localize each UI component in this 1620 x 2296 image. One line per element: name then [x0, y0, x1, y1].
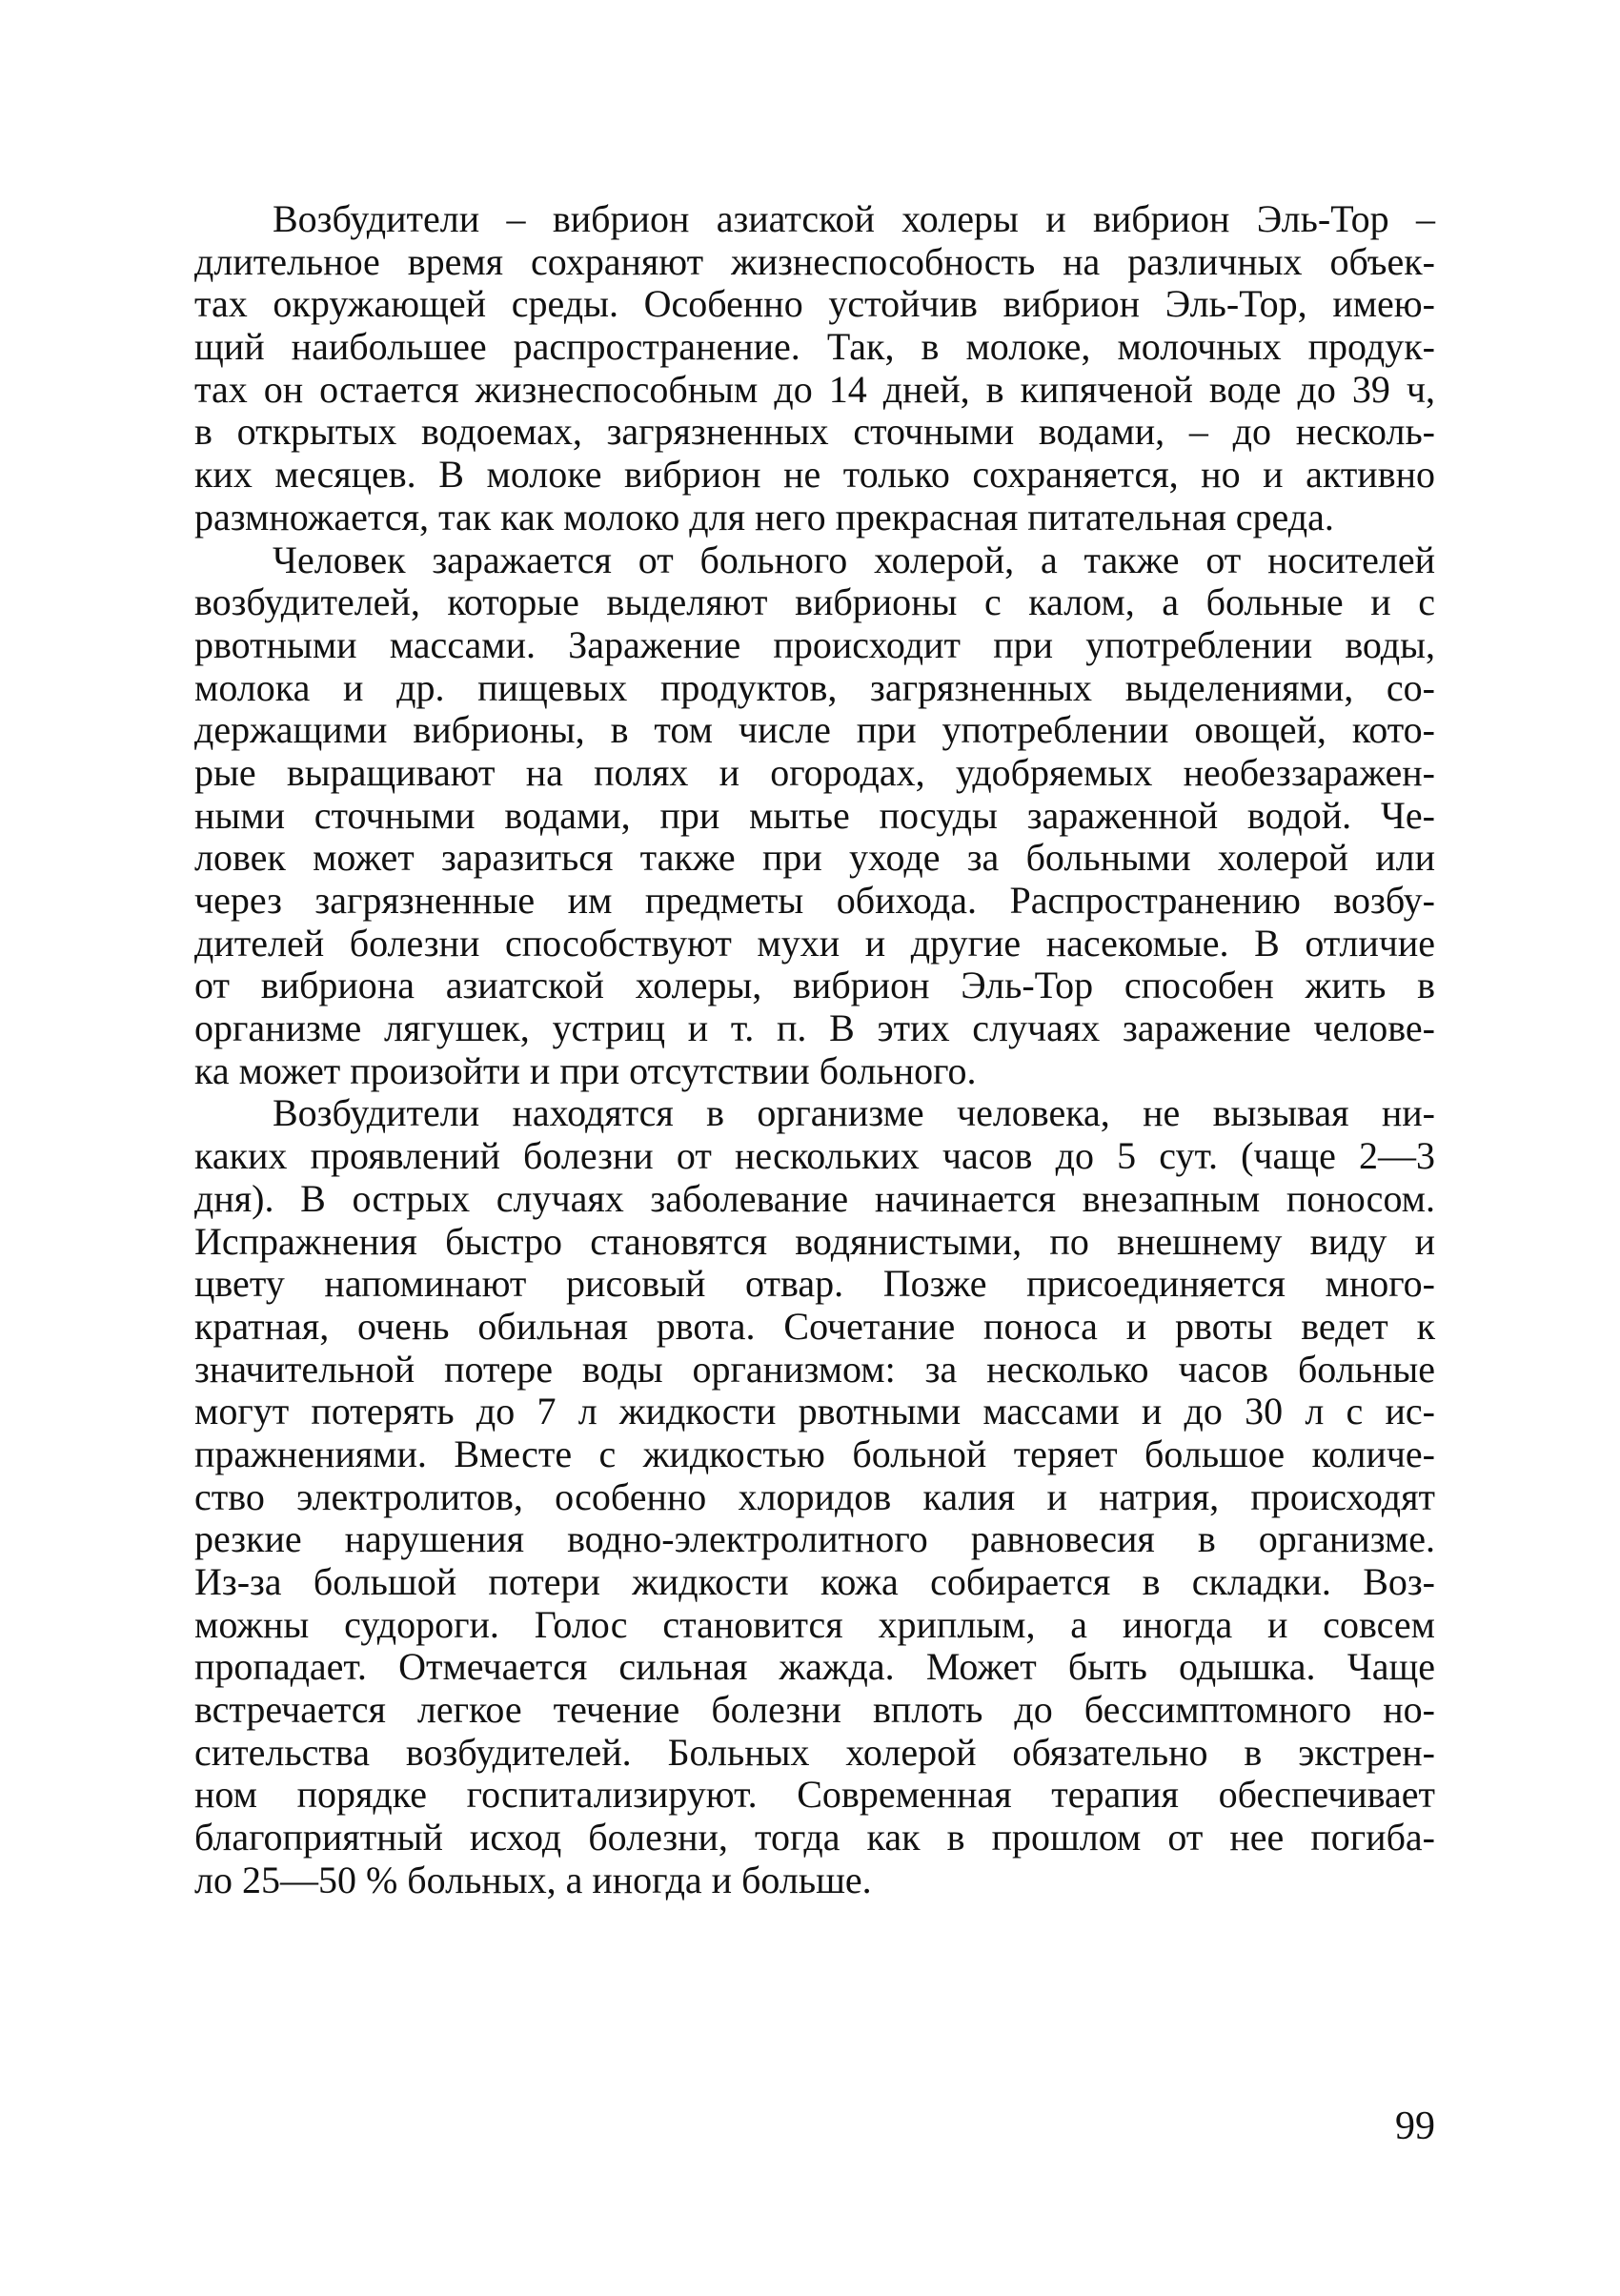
paragraph-symptoms	[194, 1092, 1435, 1901]
text-line: щий наибольшее распространение. Так, в молоке, молочных продук-	[194, 325, 1435, 369]
text-line: ном порядке госпитализируют. Современная терапия обеспечивает	[194, 1773, 1435, 1817]
text-line: через загрязненные им предметы обихода. Распространению возбу-	[194, 879, 1435, 922]
text-line: пражнениями. Вместе с жидкостью больной теряет большое количе-	[194, 1432, 1435, 1475]
text-line: благоприятный исход болезни, тогда как в прошлом от нее погиба-	[194, 1816, 1435, 1859]
text-line: Человек заражается от больного холерой, а также от носителей	[273, 538, 1435, 581]
paragraph-vibrio-survival	[194, 198, 1435, 539]
text-line: Испражнения быстро становятся водянистыми, по внешнему виду и	[194, 1219, 1435, 1263]
text-line: ких месяцев. В молоке вибрион не только сохраняется, но и активно	[194, 453, 1435, 497]
text-line: Из-за большой потери жидкости кожа собирается в складки. Воз-	[194, 1560, 1435, 1603]
text-line: держащими вибрионы, в том числе при употреблении овощей, кото-	[194, 708, 1435, 752]
text-line: Возбудители находятся в организме человека, не вызывая ни-	[273, 1091, 1435, 1135]
text-line: от вибриона азиатской холеры, вибрион Эль-Тор способен жить в	[194, 964, 1435, 1007]
body-text	[194, 198, 1435, 1902]
text-line: Возбудители – вибрион азиатской холеры и вибрион Эль-Тор –	[273, 197, 1435, 240]
text-line: кратная, очень обильная рвота. Сочетание поноса и рвоты ведет к	[194, 1304, 1435, 1348]
text-line: в открытых водоемах, загрязненных сточными водами, – до несколь-	[194, 410, 1435, 454]
text-line: значительной потере воды организмом: за несколько часов больные	[194, 1347, 1435, 1391]
text-line: ка может произойти и при отсутствии больного.	[194, 1048, 977, 1092]
text-line: рые выращивают на полях и огородах, удобряемых необеззаражен-	[194, 750, 1435, 794]
text-line: могут потерять до 7 л жидкости рвотными массами и до 30 л с ис-	[194, 1390, 1435, 1433]
text-line: сительства возбудителей. Больных холерой обязательно в экстрен-	[194, 1730, 1435, 1774]
paragraph-transmission	[194, 539, 1435, 1093]
text-line: размножается, так как молоко для него прекрасная питательная среда.	[194, 495, 1334, 538]
text-line: тах окружающей среды. Особенно устойчив вибрион Эль-Тор, имею-	[194, 282, 1435, 326]
text-line: встречается легкое течение болезни вплоть до бессимптомного но-	[194, 1688, 1435, 1732]
text-line: ло 25—50 % больных, а иногда и больше.	[194, 1858, 872, 1901]
page-number: 99	[1395, 2104, 1435, 2148]
text-line: дня). В острых случаях заболевание начинается внезапным поносом.	[194, 1176, 1435, 1220]
text-line: каких проявлений болезни от нескольких часов до 5 сут. (чаще 2––3	[194, 1134, 1435, 1178]
text-line: цвету напоминают рисовый отвар. Позже присоединяется много-	[194, 1262, 1435, 1306]
text-line: длительное время сохраняют жизнеспособность на различных объек-	[194, 239, 1435, 283]
text-line: ными сточными водами, при мытье посуды зараженной водой. Че-	[194, 793, 1435, 837]
text-line: организме лягушек, устриц и т. п. В этих случаях заражение челове-	[194, 1006, 1435, 1050]
text-line: можны судороги. Голос становится хриплым, а иногда и совсем	[194, 1602, 1435, 1646]
text-line: тах он остается жизнеспособным до 14 дней, в кипяченой воде до 39 ч,	[194, 367, 1435, 411]
text-line: дителей болезни способствуют мухи и другие насекомые. В отличие	[194, 921, 1435, 965]
text-line: возбудителей, которые выделяют вибрионы с калом, а больные и с	[194, 580, 1435, 624]
text-line: рвотными массами. Заражение происходит при употреблении воды,	[194, 622, 1435, 666]
text-line: ство электролитов, особенно хлоридов калия и натрия, происходят	[194, 1474, 1435, 1518]
text-line: молока и др. пищевых продуктов, загрязненных выделениями, со-	[194, 665, 1435, 709]
text-line: ловек может заразиться также при уходе за больными холерой или	[194, 836, 1435, 880]
text-line: резкие нарушения водно-электролитного равновесия в организме.	[194, 1517, 1435, 1561]
text-line: пропадает. Отмечается сильная жажда. Может быть одышка. Чаще	[194, 1645, 1435, 1689]
